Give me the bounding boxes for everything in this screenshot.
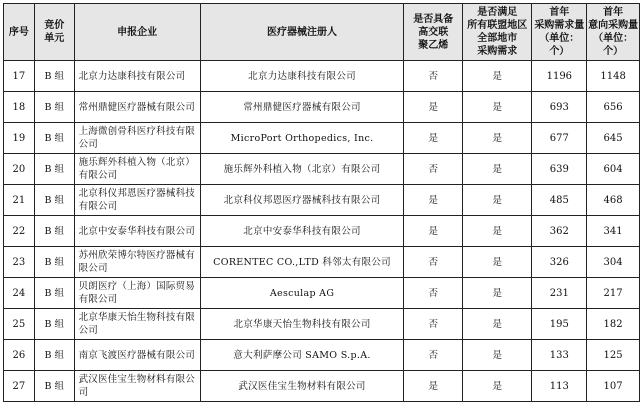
cell-first-year-intent: 604 (587, 154, 640, 185)
cell-unit: B 组 (34, 123, 74, 154)
cell-has-uhmwpe: 否 (404, 309, 463, 340)
cell-first-year-intent: 656 (587, 92, 640, 123)
cell-first-year-intent: 468 (587, 185, 640, 216)
cell-seq: 23 (4, 247, 35, 278)
header-first-year-demand-text: 首年 采购需求量 （单位：个） (534, 7, 585, 57)
cell-seq: 18 (4, 92, 35, 123)
cell-meets-all: 是 (462, 340, 531, 371)
cell-has-uhmwpe: 是 (404, 92, 463, 123)
cell-has-uhmwpe: 是 (404, 371, 463, 402)
cell-registrant: 北京中安泰华科技有限公司 (200, 216, 404, 247)
cell-first-year-demand: 133 (532, 340, 587, 371)
header-meets-all-text: 是否满足 所有联盟地区 全部地市 采购需求 (467, 7, 528, 57)
cell-company: 北京科仪邦恩医疗器械科技有限公司 (74, 185, 200, 216)
cell-registrant: 常州鼎健医疗器械有限公司 (200, 92, 404, 123)
cell-first-year-demand: 639 (532, 154, 587, 185)
cell-company: 北京中安泰华科技有限公司 (74, 216, 200, 247)
cell-first-year-demand: 362 (532, 216, 587, 247)
table-row (4, 340, 640, 371)
cell-company: 苏州欣荣博尔特医疗器械有限公司 (74, 247, 200, 278)
procurement-table (3, 3, 640, 402)
cell-company: 贝朗医疗（上海）国际贸易有限公司 (74, 278, 200, 309)
cell-first-year-demand: 485 (532, 185, 587, 216)
header-has-uhmwpe (404, 4, 463, 61)
cell-unit: B 组 (34, 309, 74, 340)
cell-has-uhmwpe: 是 (404, 185, 463, 216)
cell-first-year-intent: 1148 (587, 61, 640, 92)
procurement-table-container (3, 3, 640, 402)
table-row (4, 123, 640, 154)
table-row (4, 371, 640, 402)
cell-meets-all: 是 (462, 61, 531, 92)
header-first-year-intent (587, 4, 640, 61)
cell-first-year-demand: 231 (532, 278, 587, 309)
cell-meets-all: 是 (462, 216, 531, 247)
table-row (4, 247, 640, 278)
cell-unit: B 组 (34, 216, 74, 247)
table-row (4, 309, 640, 340)
cell-seq: 27 (4, 371, 35, 402)
cell-meets-all: 是 (462, 185, 531, 216)
cell-first-year-demand: 693 (532, 92, 587, 123)
cell-has-uhmwpe: 否 (404, 278, 463, 309)
table-header-row (4, 4, 640, 61)
cell-unit: B 组 (34, 340, 74, 371)
cell-has-uhmwpe: 否 (404, 61, 463, 92)
header-seq: 序号 (4, 4, 35, 61)
cell-has-uhmwpe: 否 (404, 340, 463, 371)
cell-meets-all: 是 (462, 92, 531, 123)
table-row (4, 92, 640, 123)
cell-unit: B 组 (34, 278, 74, 309)
cell-first-year-intent: 125 (587, 340, 640, 371)
header-registrant: 医疗器械注册人 (200, 4, 404, 61)
cell-first-year-intent: 217 (587, 278, 640, 309)
cell-first-year-intent: 182 (587, 309, 640, 340)
table-row (4, 61, 640, 92)
table-row (4, 154, 640, 185)
cell-company: 武汉医佳宝生物材料有限公司 (74, 371, 200, 402)
table-body (4, 61, 640, 402)
cell-seq: 17 (4, 61, 35, 92)
cell-first-year-demand: 326 (532, 247, 587, 278)
cell-company: 上海微创骨科医疗科技有限公司 (74, 123, 200, 154)
cell-unit: B 组 (34, 371, 74, 402)
cell-seq: 25 (4, 309, 35, 340)
cell-company: 施乐辉外科植入物（北京）有限公司 (74, 154, 200, 185)
cell-registrant: 北京力达康科技有限公司 (200, 61, 404, 92)
cell-registrant: 意大利萨摩公司 SAMO S.p.A. (200, 340, 404, 371)
cell-company: 南京飞渡医疗器械有限公司 (74, 340, 200, 371)
cell-seq: 21 (4, 185, 35, 216)
cell-company: 北京华康天怡生物科技有限公司 (74, 309, 200, 340)
cell-meets-all: 是 (462, 247, 531, 278)
cell-seq: 22 (4, 216, 35, 247)
cell-company: 北京力达康科技有限公司 (74, 61, 200, 92)
cell-registrant: 武汉医佳宝生物材料有限公司 (200, 371, 404, 402)
cell-seq: 24 (4, 278, 35, 309)
cell-first-year-intent: 645 (587, 123, 640, 154)
cell-registrant: 北京华康天怡生物科技有限公司 (200, 309, 404, 340)
header-first-year-intent-text: 首年 意向采购量 （单位：个） (588, 7, 639, 57)
header-meets-all (462, 4, 531, 61)
cell-has-uhmwpe: 是 (404, 216, 463, 247)
header-first-year-demand (532, 4, 587, 61)
table-row (4, 278, 640, 309)
cell-first-year-intent: 107 (587, 371, 640, 402)
cell-unit: B 组 (34, 61, 74, 92)
cell-has-uhmwpe: 是 (404, 123, 463, 154)
table-row (4, 216, 640, 247)
header-unit-text: 竞价 单元 (44, 20, 65, 44)
cell-first-year-demand: 195 (532, 309, 587, 340)
cell-meets-all: 是 (462, 154, 531, 185)
cell-company: 常州鼎健医疗器械有限公司 (74, 92, 200, 123)
cell-seq: 19 (4, 123, 35, 154)
header-has-uhmwpe-text: 是否具备 高交联 聚乙烯 (413, 13, 454, 51)
cell-registrant: CORENTEC CO.,LTD 科邻太有限公司 (200, 247, 404, 278)
cell-meets-all: 是 (462, 371, 531, 402)
cell-first-year-intent: 304 (587, 247, 640, 278)
cell-registrant: 施乐辉外科植入物（北京）有限公司 (200, 154, 404, 185)
cell-seq: 26 (4, 340, 35, 371)
cell-meets-all: 是 (462, 309, 531, 340)
cell-first-year-intent: 341 (587, 216, 640, 247)
cell-unit: B 组 (34, 247, 74, 278)
cell-seq: 20 (4, 154, 35, 185)
cell-unit: B 组 (34, 154, 74, 185)
cell-meets-all: 是 (462, 278, 531, 309)
cell-first-year-demand: 1196 (532, 61, 587, 92)
cell-has-uhmwpe: 否 (404, 247, 463, 278)
cell-unit: B 组 (34, 92, 74, 123)
cell-registrant: Aesculap AG (200, 278, 404, 309)
table-row (4, 185, 640, 216)
cell-meets-all: 是 (462, 123, 531, 154)
header-unit (34, 4, 74, 61)
cell-registrant: MicroPort Orthopedics, Inc. (200, 123, 404, 154)
cell-first-year-demand: 677 (532, 123, 587, 154)
cell-unit: B 组 (34, 185, 74, 216)
header-company: 申报企业 (74, 4, 200, 61)
cell-first-year-demand: 113 (532, 371, 587, 402)
cell-registrant: 北京科仪邦恩医疗器械科技有限公司 (200, 185, 404, 216)
cell-has-uhmwpe: 否 (404, 154, 463, 185)
